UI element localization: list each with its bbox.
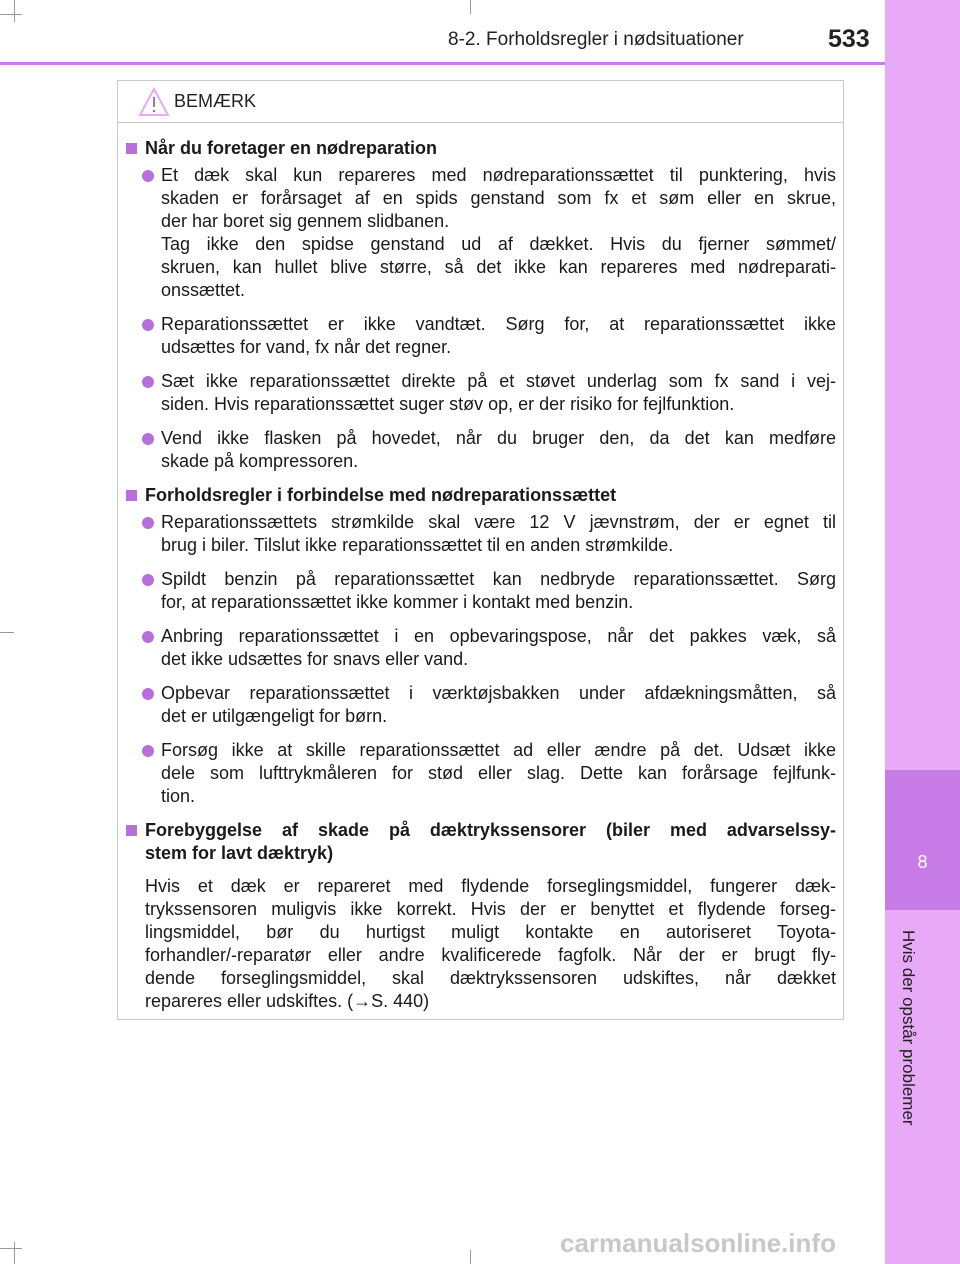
chapter-title: Hvis der opstår problemer — [899, 930, 918, 1126]
warning-triangle-icon — [138, 87, 170, 117]
page-number: 533 — [828, 25, 870, 53]
header-rule — [0, 62, 885, 65]
crop-mark — [14, 0, 15, 22]
bullet-item: Spildt benzin på reparationssættet kan nedbryde reparationssættet. Sørg for, at reparationssættet ikke kommer i kontakt med benzin. — [126, 568, 836, 614]
crop-mark — [0, 1248, 22, 1249]
round-bullet-icon — [142, 170, 154, 182]
notice-label: BEMÆRK — [174, 91, 257, 111]
round-bullet-icon — [142, 631, 154, 643]
crop-mark — [470, 1250, 471, 1264]
notice-section — [126, 137, 836, 473]
section-paragraph: Hvis et dæk er repareret med flydende forseglingsmiddel, fungerer dæk- trykssensoren muligvis ikke korrekt. Hvis der er benyttet et flydende forseg- lingsmiddel, bør du hurtigst muligt kontakte en autoriseret Toyota- forhandler/-reparatør eller andre kvalificerede fagfolk. Når der er brugt fly- dende forseglingsmiddel, skal dæktrykssensoren udskiftes, når dækket repareres eller udskiftes. (→S. 440) — [145, 876, 836, 1011]
square-bullet-icon — [126, 825, 137, 836]
bullet-item: Reparationssættets strømkilde skal være 12 V jævnstrøm, der er egnet til brug i biler. Tilslut ikke reparationssættet til en anden strømkilde. — [126, 511, 836, 557]
bullet-item: Reparationssættet er ikke vandtæt. Sørg for, at reparationssættet ikke udsættes for vand, fx når det regner. — [126, 313, 836, 359]
crop-mark — [0, 14, 22, 15]
bullet-item: Sæt ikke reparationssættet direkte på et støvet underlag som fx sand i vej- siden. Hvis reparationssættet suger støv op, er der risiko for fejlfunktion. — [126, 370, 836, 416]
notice-header — [118, 81, 843, 123]
chapter-number: 8 — [917, 852, 928, 872]
notice-section — [126, 819, 836, 1013]
round-bullet-icon — [142, 745, 154, 757]
bullet-item: Et dæk skal kun repareres med nødreparationssættet til punktering, hvis skaden er forårsaget af en spids genstand som fx et søm eller en skrue, der har boret sig gennem slidbanen. Tag ikke den spidse genstand ud af dækket. Hvis du fjerner sømmet/ skruen, kan hullet blive større, så det ikke kan repareres med nødreparati- onssættet. — [126, 164, 836, 302]
watermark: carmanualsonline.info — [560, 1228, 836, 1258]
notice-content — [126, 137, 836, 1023]
round-bullet-icon — [142, 376, 154, 388]
section-heading: Forebyggelse af skade på dæktrykssensorer (biler med advarselssy- stem for lavt dæktryk) — [126, 819, 836, 865]
round-bullet-icon — [142, 574, 154, 586]
notice-box — [117, 80, 844, 1020]
bullet-item: Anbring reparationssættet i en opbevaringspose, når det pakkes væk, så det ikke udsættes for snavs eller vand. — [126, 625, 836, 671]
notice-section — [126, 484, 836, 808]
square-bullet-icon — [126, 143, 137, 154]
square-bullet-icon — [126, 490, 137, 501]
crop-mark — [470, 0, 471, 14]
round-bullet-icon — [142, 517, 154, 529]
round-bullet-icon — [142, 688, 154, 700]
section-header: 8-2. Forholdsregler i nødsituationer — [448, 29, 744, 50]
chapter-tab-highlight — [885, 770, 960, 910]
section-heading: Forholdsregler i forbindelse med nødreparationssættet — [126, 484, 836, 507]
round-bullet-icon — [142, 319, 154, 331]
bullet-item: Forsøg ikke at skille reparationssættet ad eller ændre på det. Udsæt ikke dele som lufttrykmåleren for stød eller slag. Dette kan forårsage fejlfunk- tion. — [126, 739, 836, 808]
crop-mark — [0, 632, 14, 633]
bullet-item: Opbevar reparationssættet i værktøjsbakken under afdækningsmåtten, så det er utilgængeligt for børn. — [126, 682, 836, 728]
crop-mark — [14, 1242, 15, 1264]
bullet-item: Vend ikke flasken på hovedet, når du bruger den, da det kan medføre skade på kompressoren. — [126, 427, 836, 473]
round-bullet-icon — [142, 433, 154, 445]
section-heading: Når du foretager en nødreparation — [126, 137, 836, 160]
